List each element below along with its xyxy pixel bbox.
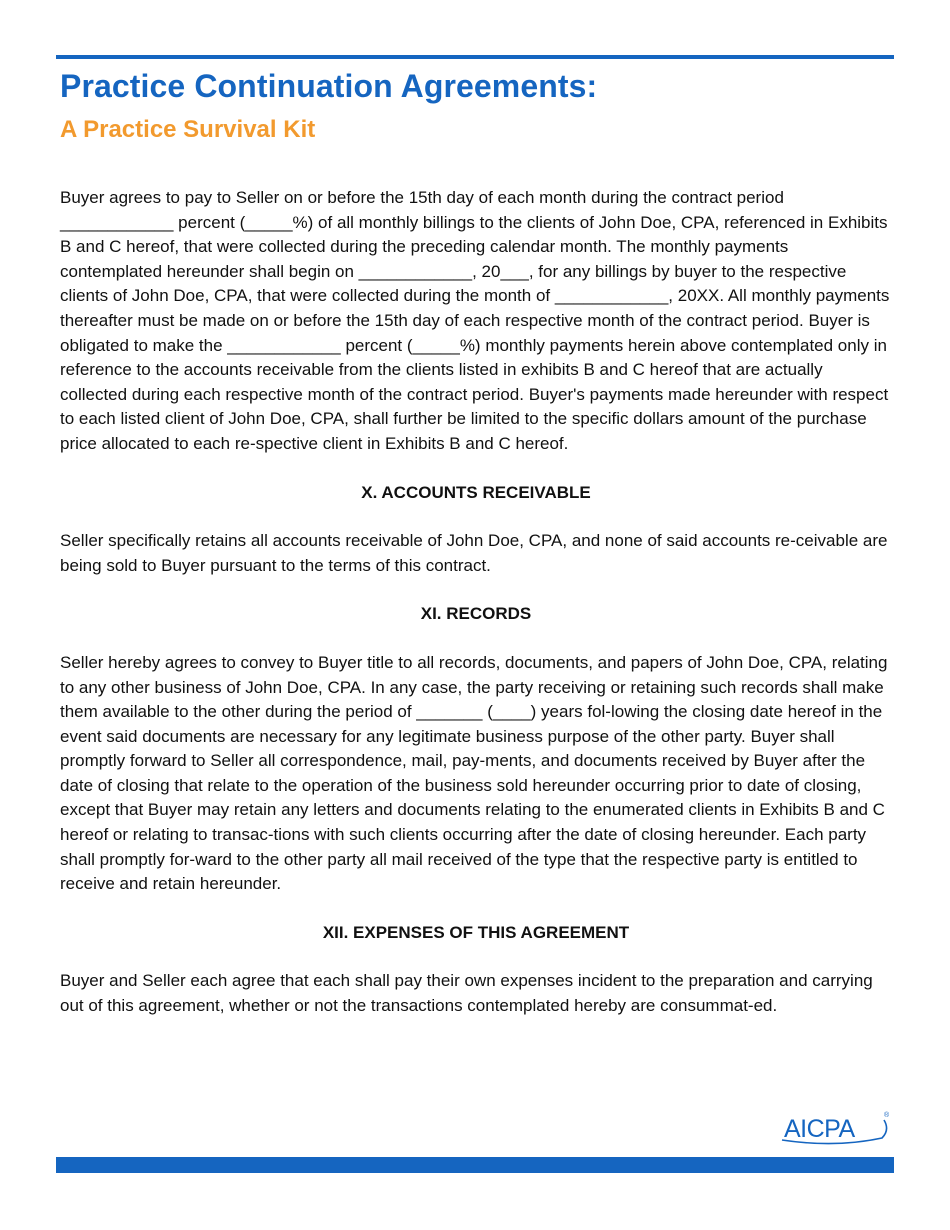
expenses-paragraph: Buyer and Seller each agree that each shall pay their own expenses incident to the preparation and carrying out of this agreement, whether or not the transactions contemplated hereby are consummat-ed. (60, 971, 873, 1016)
expenses-heading: XII. EXPENSES OF THIS AGREEMENT (322, 922, 630, 942)
accounts-receivable-paragraph: Seller specifically retains all accounts receivable of John Doe, CPA, and none of said accounts re-ceivable are being sold to Buyer pursuant to the terms of this contract. (60, 531, 888, 575)
bottom-bar (56, 1157, 894, 1173)
aicpa-logo-text: AICPA (784, 1115, 855, 1143)
page-subtitle: A Practice Survival Kit (60, 116, 316, 143)
document-body (60, 186, 892, 1019)
aicpa-registered-mark: ® (884, 1112, 890, 1119)
top-rule (56, 55, 894, 59)
records-paragraph: Seller hereby agrees to convey to Buyer title to all records, documents, and papers of John Doe, CPA, relating to any other business of John Doe, CPA. In any case, the party receiving or retaining such records shall make them available to the other during the period of _______ (____) years fol-lowing the closing date hereof in the event said documents are necessary for any legitimate business purpose of the other party. Buyer shall promptly forward to Seller all correspondence, mail, pay-ments, and documents received by Buyer after the date of closing that relate to the operation of the business sold hereunder occurring prior to date of closing, except that Buyer may retain any letters and documents relating to the enumerated clients in Exhibits B and C hereof or relating to transac-tions with such clients occurring after the date of closing hereunder. Each party shall promptly for-ward to the other party all mail received of the type that the respective party is entitled to receive and retain hereunder. (60, 652, 888, 894)
records-heading: XI. RECORDS (420, 604, 532, 624)
intro-paragraph: Buyer agrees to pay to Seller on or before the 15th day of each month during the contract period ____________ percent (_____%) of all monthly billings to the clients of John Doe, CPA, referenced in Exhibits B and C hereof, that were collected during the preceding calendar month. The monthly payments contemplated hereunder shall begin on ____________, 20___, for any billings by buyer to the respective clients of John Doe, CPA, that were collected during the month of ____________, 20XX. All monthly payments thereafter must be made on or before the 15th day of each respective month of the contract period. Buyer is obligated to make the ____________ percent (_____%) monthly payments herein above contemplated only in reference to the accounts receivable from the clients listed in exhibits B and C hereof that are actually collected during each respective month of the contract period. Buyer's payments made hereunder with respect to each listed client of John Doe, CPA, shall further be limited to the specific dollars amount of the purchase price allocated to each re-spective client in Exhibits B and C hereof. (60, 188, 890, 453)
page-title: Practice Continuation Agreements: (60, 68, 598, 104)
aicpa-logo (780, 1108, 892, 1146)
accounts-receivable-heading: X. ACCOUNTS RECEIVABLE (361, 482, 591, 502)
